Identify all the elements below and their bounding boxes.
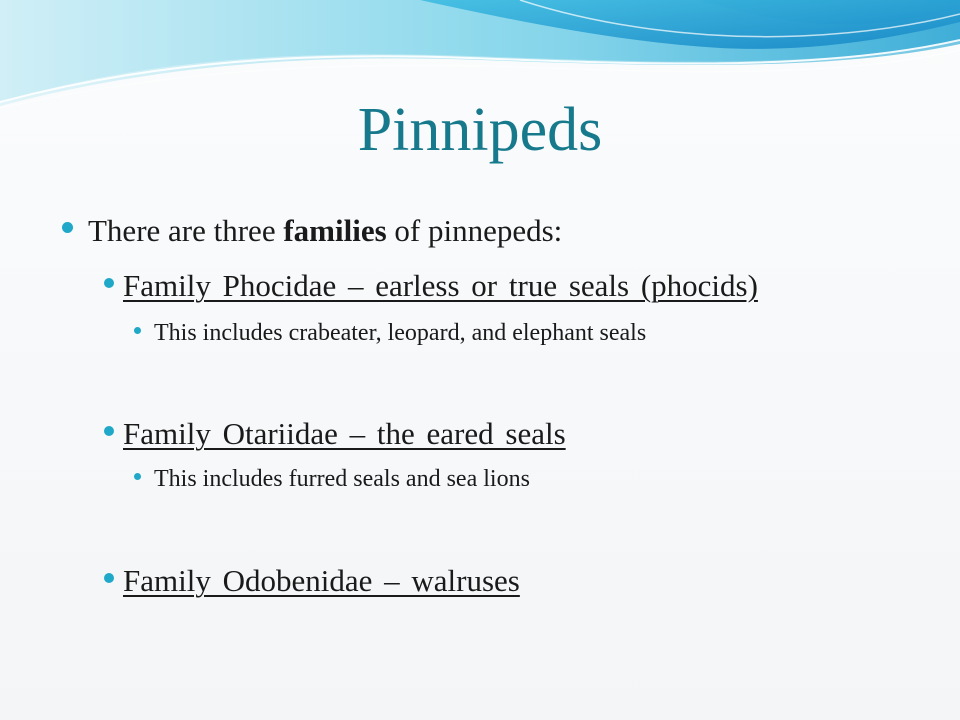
family-detail	[134, 320, 646, 347]
family-detail-text: This includes crabeater, leopard, and elephant seals	[154, 320, 647, 346]
family-item	[104, 563, 520, 599]
family-item	[104, 416, 566, 452]
bullet-dot-icon	[62, 222, 73, 233]
bullet-dot-icon	[104, 278, 114, 288]
intro-text: There are three families of pinnepeds:	[88, 213, 563, 248]
family-item	[104, 268, 758, 304]
intro-bullet	[62, 213, 562, 249]
family-label: Family Otariidae – the eared seals	[123, 416, 566, 451]
bullet-dot-icon	[104, 573, 114, 583]
family-label: Family Phocidae – earless or true seals (phocids)	[123, 268, 758, 303]
bullet-dot-icon	[104, 426, 114, 436]
family-detail-text: This includes furred seals and sea lions	[154, 466, 530, 492]
bullet-dot-icon	[134, 473, 141, 480]
bullet-dot-icon	[134, 327, 141, 334]
family-label: Family Odobenidae – walruses	[123, 563, 520, 598]
slide-title: Pinnipeds	[357, 96, 603, 164]
intro-bold-word: families	[283, 213, 387, 248]
family-detail	[134, 466, 530, 493]
